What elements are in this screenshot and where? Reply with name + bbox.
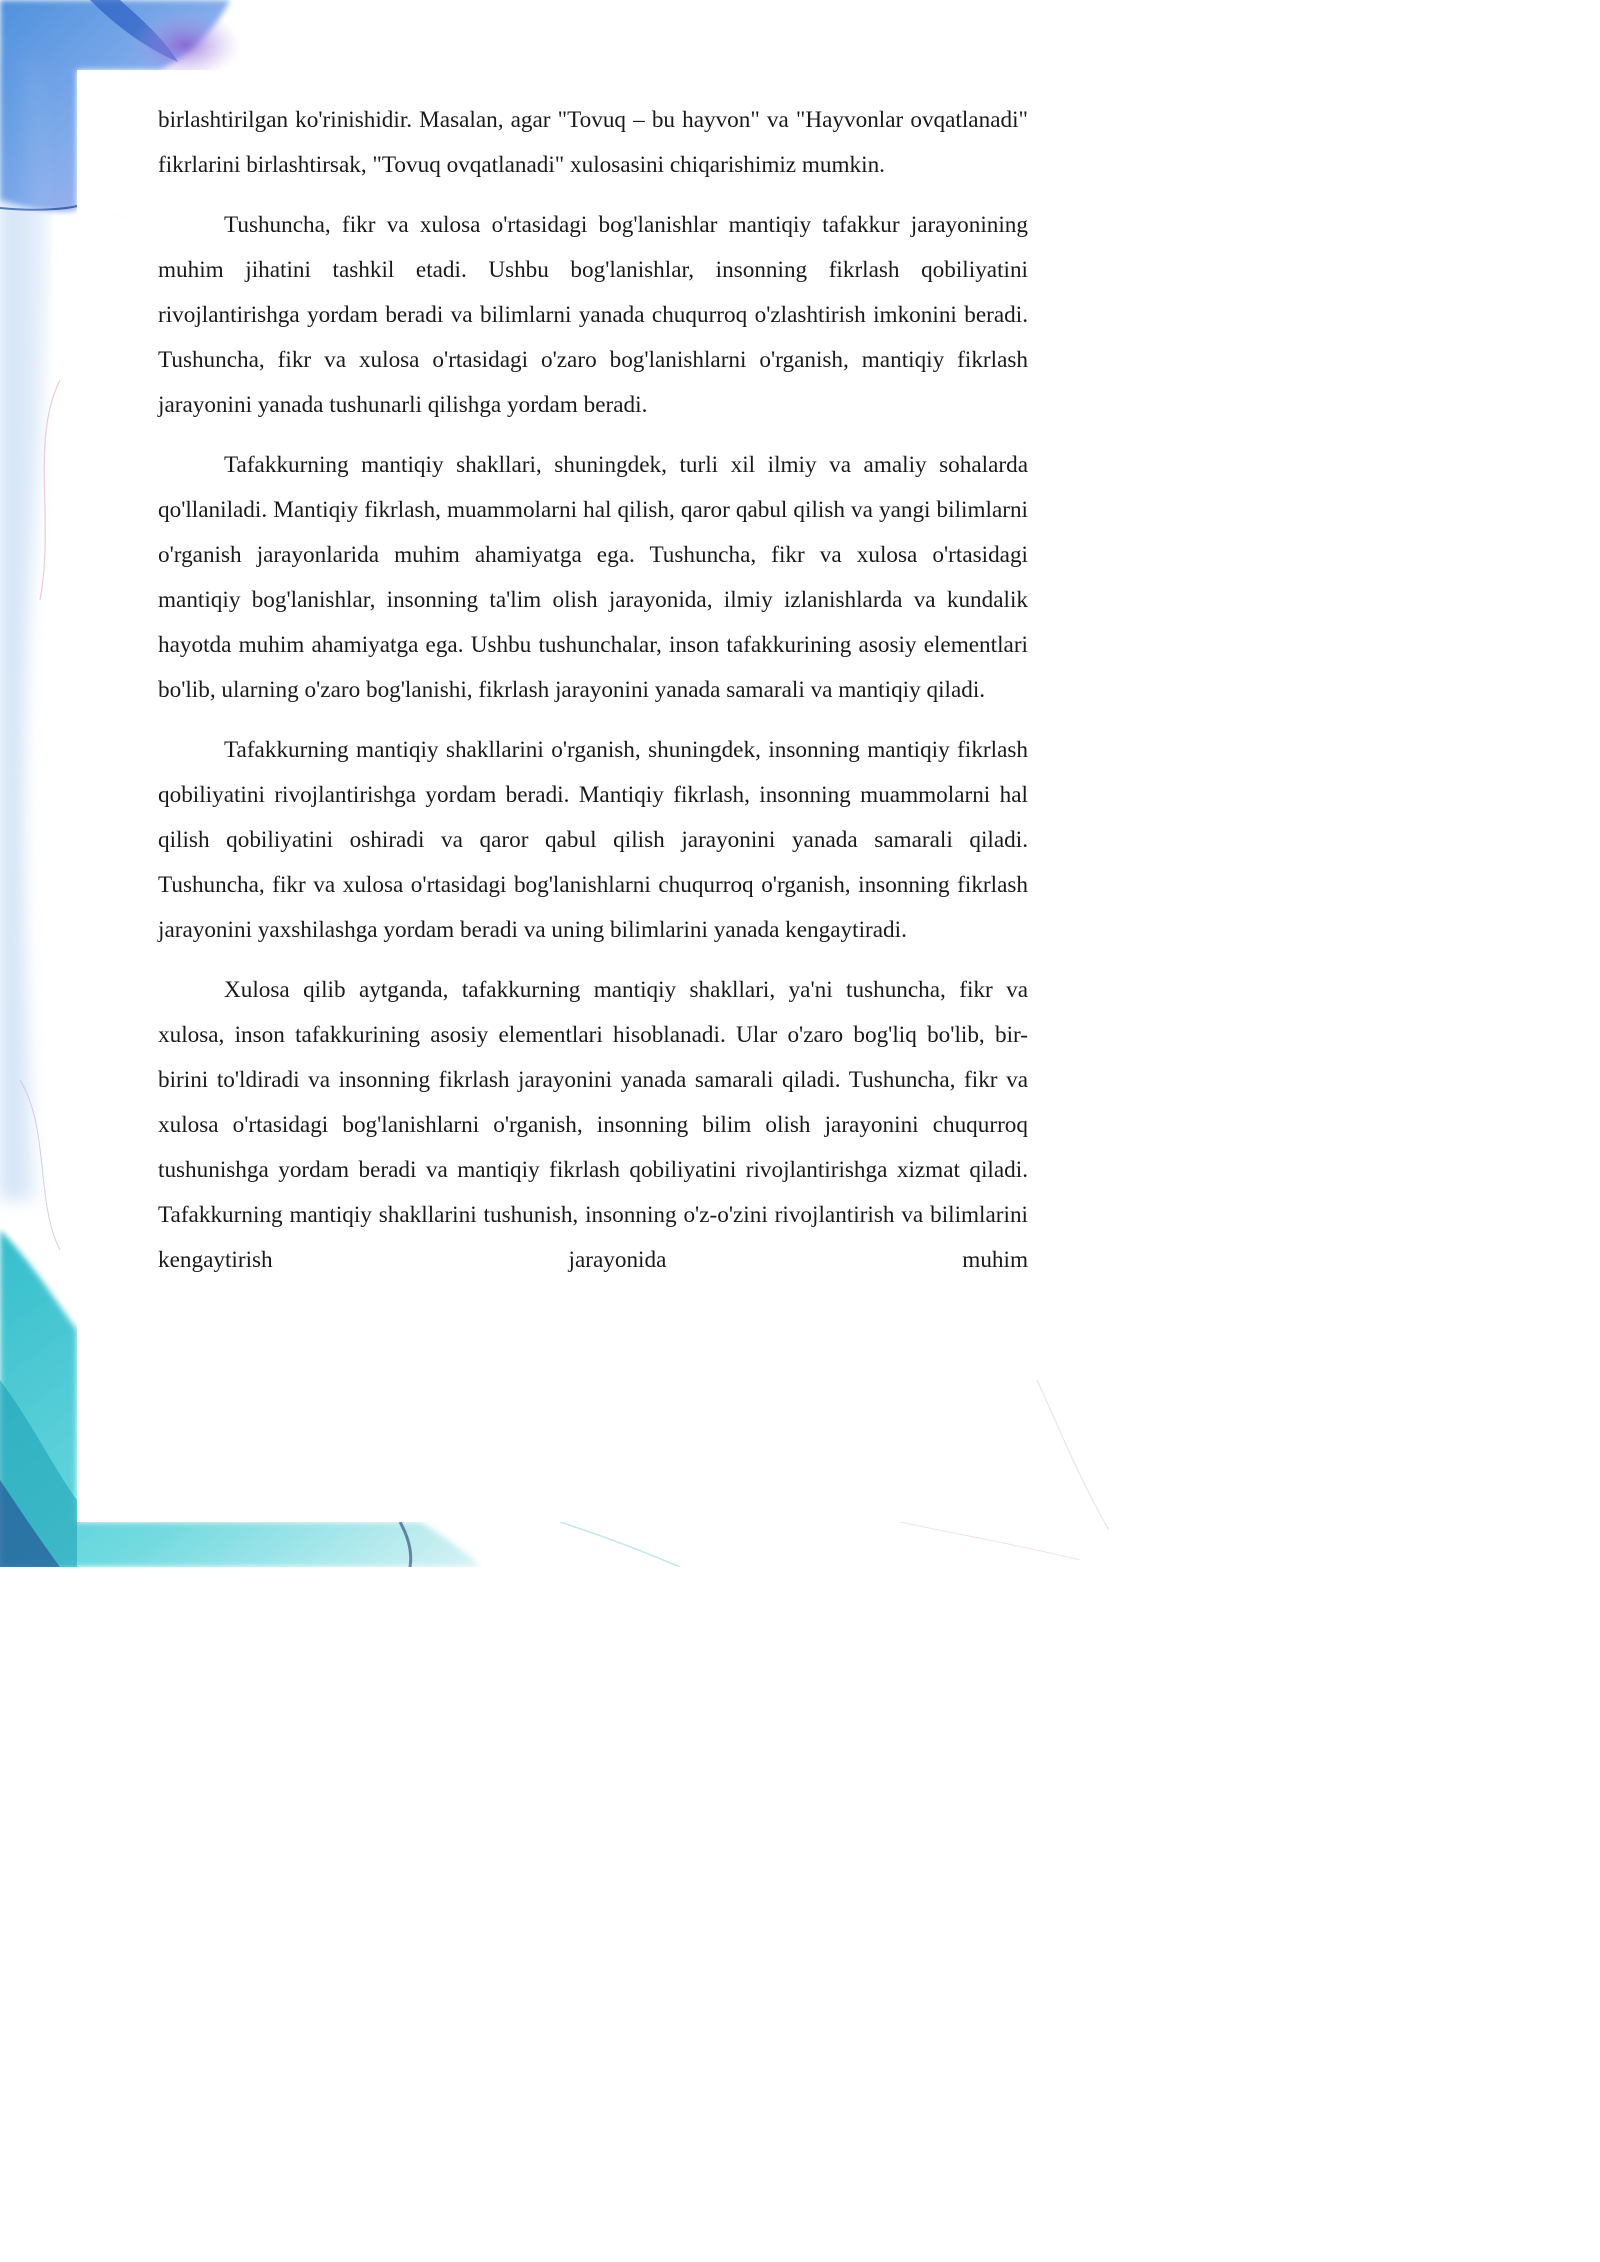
paragraph-4: Tafakkurning mantiqiy shakllarini o'rganish, shuningdek, insonning mantiqiy fikrlash qobiliyatini rivojlantirishga yordam beradi. Mantiqiy fikrlash, insonning muammolarni hal qilish qobiliyatini oshiradi va qaror qabul qilish jarayonini yanada samarali qiladi. Tushuncha, fikr va xulosa o'rtasidagi bog'lanishlarni chuqurroq o'rganish, insonning fikrlash jarayonini yaxshilashga yordam beradi va uning bilimlarini yanada kengaytiradi. [158,737,1028,943]
left-pink-vein [40,380,60,600]
paragraph-5: Xulosa qilib aytganda, tafakkurning mantiqiy shakllari, ya'ni tushuncha, fikr va xulosa, inson tafakkurining asosiy elementlari hisoblanadi. Ular o'zaro bog'liq bo'lib, bir-birini to'ldiradi va insonning fikrlash jarayonini yanada samarali qiladi. Tushuncha, fikr va xulosa o'rtasidagi bog'lanishlarni o'rganish, insonning bilim olish jarayonini chuqurroq tushunishga yordam beradi va mantiqiy fikrlash qobiliyatini rivojlantirishga xizmat qiladi. Tafakkurning mantiqiy shakllarini tushunish, insonning o'z-o'zini rivojlantirish va bilimlarini kengaytirish jarayonida muhim [158,977,1028,1273]
paragraph-continuation: birlashtirilgan ko'rinishidir. Masalan, agar "Tovuq – bu hayvon" va "Hayvonlar ovqatlanadi" fikrlarini birlashtirsak, "Tovuq ovqatlanadi" xulosasini chiqarishimiz mumkin. [158,107,1028,178]
paragraph-2: Tushuncha, fikr va xulosa o'rtasidagi bog'lanishlar mantiqiy tafakkur jarayonining muhim jihatini tashkil etadi. Ushbu bog'lanishlar, insonning fikrlash qobiliyatini rivojlantirishga yordam beradi va bilimlarni yanada chuqurroq o'zlashtirish imkonini beradi. Tushuncha, fikr va xulosa o'rtasidagi o'zaro bog'lanishlarni o'rganish, mantiqiy fikrlash jarayonini yanada tushunarli qilishga yordam beradi. [158,212,1028,418]
left-edge-band [0,60,47,1200]
paragraph-3: Tafakkurning mantiqiy shakllari, shuningdek, turli xil ilmiy va amaliy sohalarda qo'llaniladi. Mantiqiy fikrlash, muammolarni hal qilish, qaror qabul qilish va yangi bilimlarni o'rganish jarayonlarida muhim ahamiyatga ega. Tushuncha, fikr va xulosa o'rtasidagi mantiqiy bog'lanishlar, insonning ta'lim olish jarayonida, ilmiy izlanishlarda va kundalik hayotda muhim ahamiyatga ega. Ushbu tushunchalar, inson tafakkurining asosiy elementlari bo'lib, ularning o'zaro bog'lanishi, fikrlash jarayonini yanada samarali va mantiqiy qiladi. [158,452,1028,703]
bottom-light-stroke [560,1522,680,1567]
document-body [158,98,1028,1283]
right-pink-wisp [900,1522,1080,1560]
document-page [0,0,1109,1567]
right-wisp [1037,1380,1109,1530]
